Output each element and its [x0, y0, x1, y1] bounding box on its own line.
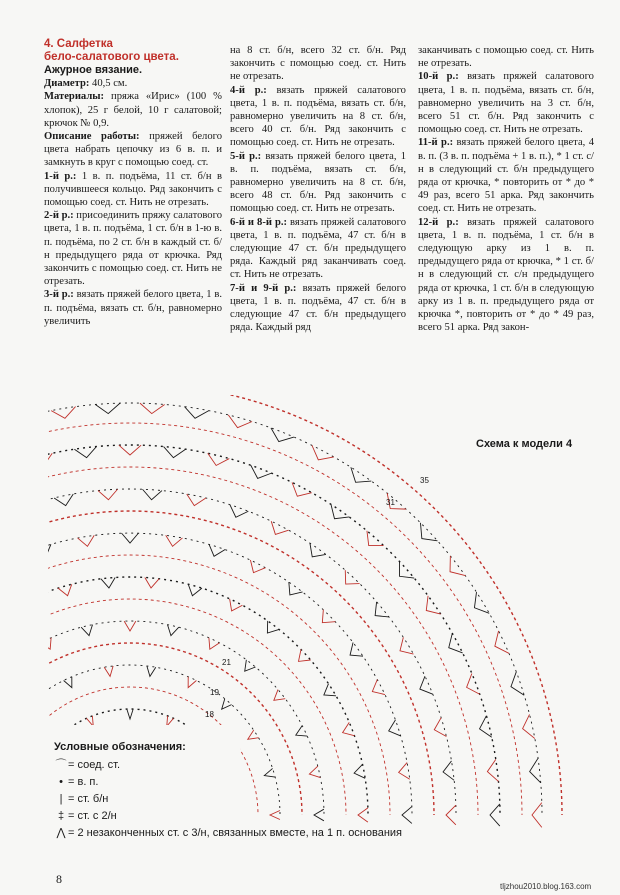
chart-stitch: [222, 699, 232, 709]
chart-stitch: [271, 428, 294, 442]
chart-stitch: [434, 718, 446, 737]
legend-items: [54, 756, 402, 841]
chart-stitch: [230, 505, 248, 518]
legend-row: [54, 790, 402, 807]
paragraph-text: вязать пряжей белого цвета, 1 в. п. подъёма, 47 ст. б/н в следующие 47 ст. б/н предыдущего ряда. Каждый ряд: [230, 282, 406, 334]
paragraph-text: вязать пряжей салатового цвета, 1 в. п. подъёма, 47 ст. б/н в следующие 47 ст. б/н предыдущего ряда. Каждый ряд заканчивать соед. ст. Нить не отрезать.: [230, 216, 406, 281]
chart-stitch: [350, 642, 363, 656]
paragraph-text: пряжа «Ирис» (100 % хлопок), 25 г белой, 10 г салатовой; крючок № 0,9.: [44, 91, 222, 129]
paragraph: [230, 150, 406, 216]
legend: [54, 740, 402, 841]
paragraph-label: 5-й р.:: [230, 150, 262, 162]
paragraph: [44, 77, 222, 90]
schema-title: Схема к модели 4: [476, 438, 573, 450]
chart-stitch: [511, 672, 524, 695]
paragraph: [418, 136, 594, 215]
paragraph-text: вязать пряжей белого цвета, 4 в. п. (3 в. п. подъёма + 1 в. п.), * 1 ст. с/н в следующий ст. б/н предыдущего ряда от крючка, * повторить от * до * 49 раз, всего 51 арка. Ряд закончить соед. ст. Нить не отрезать.: [418, 137, 594, 215]
chart-stitch: [331, 504, 349, 518]
chart-stitch: [78, 535, 95, 546]
chart-stitch: [51, 407, 75, 419]
chart-stitch: [127, 709, 133, 719]
text-column-2: [230, 44, 406, 334]
paragraph: [44, 288, 222, 328]
legend-row: [54, 807, 402, 824]
legend-row: [54, 756, 402, 773]
paragraph-label: 4-й р.:: [230, 84, 267, 96]
column-3-body: [418, 44, 594, 334]
paragraph-label: Материалы:: [44, 91, 105, 103]
paragraph-text: вязать пряжей салатового цвета, 1 в. п. подъёма, вязать ст. б/н, равномерно увеличить на 3 ст. б/н, всего 51 ст. б/н. Ряд закончить с помощью соед. ст. Нить не отрезать.: [418, 71, 594, 136]
chart-stitch: [98, 489, 118, 499]
paragraph-label: Диаметр:: [44, 78, 90, 90]
chart-stitch: [250, 560, 265, 573]
chart-stitch: [343, 722, 355, 735]
paragraph-text: 1 в. п. подъёма, 11 ст. б/н в получившееся кольцо. Ряд закончить с помощью соед. ст. Нить не отрезать.: [44, 170, 222, 209]
chart-stitch: [228, 415, 252, 428]
chart-stitch: [145, 577, 159, 588]
paragraph-label: 10-й р.:: [418, 71, 459, 83]
legend-text: = 2 незаконченных ст. с 3/н, связанных вместе, на 1 п. основания: [68, 826, 403, 839]
column-2-body: [230, 44, 406, 334]
chart-stitch: [532, 803, 542, 828]
legend-text: = в. п.: [68, 775, 99, 788]
paragraph: [230, 282, 406, 335]
chart-stitch: [296, 726, 307, 736]
chart-stitch: [119, 445, 141, 455]
chart-stitch: [122, 533, 139, 543]
chart-stitch: [312, 445, 334, 459]
chart-stitch: [495, 631, 509, 653]
chart-stitch: [474, 592, 489, 613]
chart-stitch: [81, 625, 92, 636]
paragraph: [44, 130, 222, 170]
chart-stitch: [184, 407, 208, 419]
paragraph-text: на 8 ст. б/н, всего 32 ст. б/н. Ряд закончить с помощью соед. ст. Нить не отрезать.: [230, 45, 406, 83]
legend-row: [54, 824, 402, 841]
chart-stitch: [292, 482, 312, 496]
page-number: 8: [56, 872, 62, 886]
chart-row-label: 18: [205, 710, 214, 719]
paragraph-text: присоединить пряжу салатового цвета, 1 в. п. подъёма, 1 ст. б/н в 1-ю в. п. подъёма, по 2 ст. б/н в каждый ст. б/н предыдущего ряда от крючка. Ряд закончить с помощью соед. ст. Нить не отрезать.: [44, 210, 222, 288]
chart-stitch: [400, 637, 413, 654]
paragraph: [230, 84, 406, 150]
paragraph-text: вязать пряжей салатового цвета, 1 в. п. подъёма, вязать ст. б/н, равномерно увеличить на 8 ст. б/н, всего 40 ст. б/н. Ряд закончить с помощью соед. ст. Нить не отрезать.: [230, 84, 406, 149]
chart-stitch: [95, 403, 120, 413]
chart-stitch: [310, 543, 326, 557]
chart-stitch: [402, 807, 412, 824]
legend-row: [54, 773, 402, 790]
column-1-body: [44, 77, 222, 328]
chart-stitch: [523, 714, 535, 738]
legend-symbol-icon: ⋀: [56, 826, 66, 839]
paragraph-text: пряжей белого цвета набрать цепочку из 6 в. п. и замкнуть в круг с помощью соед. ст.: [44, 131, 222, 169]
paragraph-label: 6-й и 8-й р.:: [230, 216, 288, 228]
paragraph: [418, 44, 594, 70]
paragraph-label: Описание работы:: [44, 131, 140, 143]
chart-row-labels: [205, 476, 429, 719]
chart-row-label: 19: [210, 688, 219, 697]
chart-stitch: [188, 677, 196, 688]
chart-stitch: [124, 621, 136, 631]
chart-stitch: [480, 716, 492, 738]
chart-stitch: [209, 544, 225, 556]
legend-title: Условные обозначения:: [54, 741, 186, 753]
chart-stitch: [140, 403, 165, 413]
chart-stitch: [147, 666, 156, 676]
chart-stitch: [324, 684, 336, 696]
watermark: tljzhou2010.blog.163.com: [500, 882, 592, 891]
chart-stitch: [389, 720, 401, 736]
chart-stitch: [230, 599, 243, 611]
chart-stitch: [209, 638, 219, 649]
chart-stitch: [167, 716, 174, 726]
chart-stitch: [104, 666, 113, 676]
legend-symbol-icon: ‡: [57, 809, 65, 822]
chart-stitch: [64, 677, 72, 688]
chart-stitch: [426, 596, 440, 614]
paragraph: [44, 209, 222, 288]
chart-stitch: [443, 761, 454, 780]
chart-row-label: 35: [420, 476, 429, 485]
chart-row-label: 31: [386, 498, 395, 507]
text-column-3: [418, 44, 594, 334]
paragraph-label: 1-й р.:: [44, 170, 77, 182]
text-column-1: [44, 38, 222, 328]
chart-stitch: [142, 489, 162, 499]
legend-symbol-icon: •: [59, 775, 63, 788]
paragraph: [418, 70, 594, 136]
legend-text: = ст. б/н: [68, 792, 109, 805]
chart-stitch: [372, 679, 385, 694]
paragraph: [44, 90, 222, 130]
paragraph-text: 40,5 см.: [89, 78, 128, 90]
legend-symbol-icon: ⌒: [55, 758, 67, 771]
paragraph-text: вязать пряжей белого цвета, 1 в. п. подъёма, вязать ст. б/н, равномерно увеличить: [44, 289, 222, 327]
legend-text: = соед. ст.: [68, 758, 121, 771]
paragraph: [230, 44, 406, 84]
chart-stitch: [375, 602, 389, 617]
article-title: 4. Салфетка бело-салатового цвета.: [44, 38, 179, 63]
paragraph-label: 2-й р.:: [44, 210, 74, 222]
chart-stitch: [271, 521, 288, 534]
paragraph-text: вязать пряжей салатового цвета, 1 в. п. подъёма, 1 ст. б/н в следующую арку из 1 в. п. предыдущего ряда от крючка, * 1 ст. б/н в следующий ст. с/н предыдущего ряда от крючка, 1 ст. б/н в следующую арку из 1 в. п. предыдущего ряда от крючка *, повторить от * до * 49 раз, всего 51 арка. Ряд закон-: [418, 216, 594, 334]
chart-stitch: [208, 453, 230, 465]
chart-stitch: [248, 730, 259, 739]
chart-stitch: [298, 649, 310, 661]
paragraph-text: заканчивать с помощью соед. ст. Нить не отрезать.: [418, 45, 594, 70]
legend-text: = ст. с 2/н: [68, 809, 117, 822]
chart-stitch: [251, 465, 272, 478]
chart-stitch: [87, 716, 94, 726]
chart-stitch: [490, 804, 500, 826]
paragraph: [44, 170, 222, 210]
legend-symbol-icon: |: [59, 792, 63, 805]
paragraph-label: 3-й р.:: [44, 289, 74, 301]
chart-stitch: [289, 582, 303, 595]
paragraph: [230, 216, 406, 282]
technique-label: Ажурное вязание.: [44, 64, 143, 76]
chart-stitch: [187, 494, 206, 506]
paragraph-label: 11-й р.:: [418, 137, 454, 149]
paragraph-label: 12-й р.:: [418, 216, 459, 228]
paragraph-label: 7-й и 9-й р.:: [230, 282, 297, 294]
chart-row-label: 21: [222, 658, 231, 667]
chart-stitch: [101, 577, 115, 588]
chart-stitch: [530, 758, 541, 783]
chart-stitch: [322, 610, 335, 623]
paragraph-text: вязать пряжей белого цвета, 1 в. п. подъёма, вязать ст. б/н, равномерно увеличить на 8 ст. б/н, всего 48 ст. б/н. Ряд закончить с помощью соед. ст. Нить не отрезать.: [230, 150, 406, 215]
chart-stitch: [446, 805, 456, 825]
paragraph: [418, 216, 594, 335]
